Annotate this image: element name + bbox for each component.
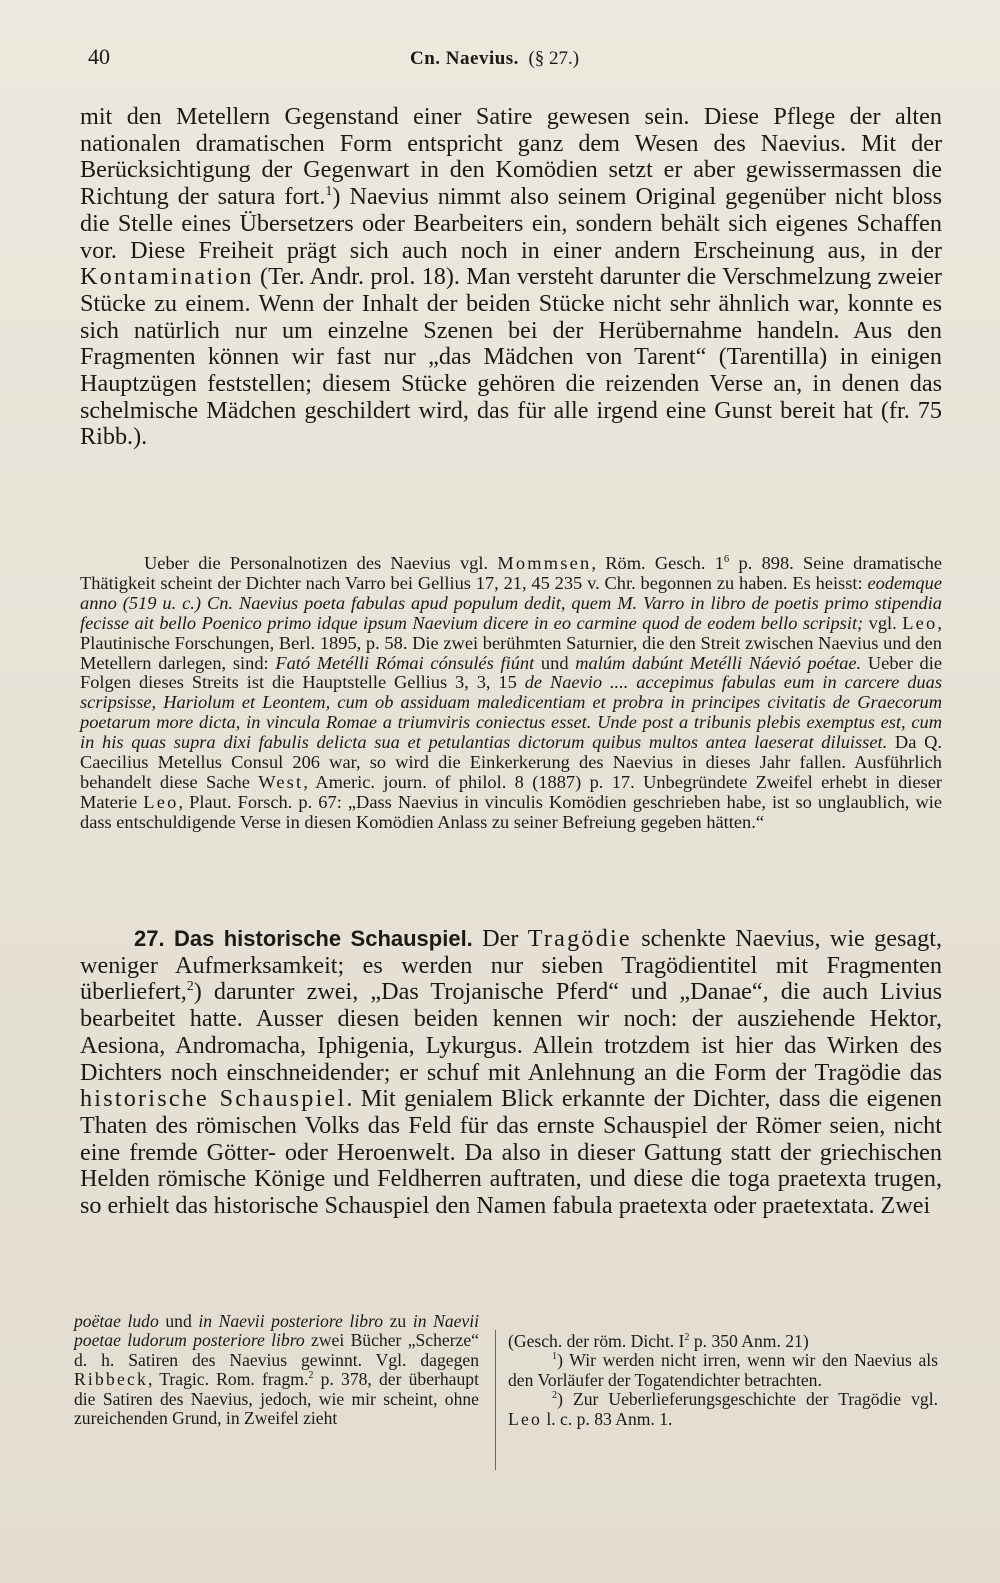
footnote-left-column [74, 1312, 479, 1428]
running-head-name: Cn. Naevius. [410, 48, 519, 69]
spaced-term: Kontamination [80, 263, 254, 291]
text-run: Ueber die Folgen dieses Streits ist die Hauptstelle Gellius 3, 3, 15 [80, 652, 943, 693]
footnote-continuation [508, 1332, 938, 1351]
text-run: ) Zur Ueberlieferungsgeschichte der Tragödie vgl. [557, 1389, 938, 1410]
edition-sup: 6 [723, 552, 730, 565]
text-run: und [534, 652, 576, 673]
latin-quote: Fató Metélli Római cónsulés fiúnt [275, 652, 535, 673]
author-name: Ribbeck [74, 1369, 149, 1390]
footnote-marker: 1 [552, 1351, 558, 1363]
text-run: . Mit genialem Blick erkannte der Dichter, dass die eigenen Thaten des römischen Volks das Feld für das ernste Schauspiel der Römer seien, nicht eine fremde Götter- oder Heroenwelt. Da also in dieser Gattung statt der griechischen Helden römische Könige und Feldherren auftraten, und diese die toga praetexta trugen, so erhielt das historische Schauspiel den Namen fabula praetexta oder praetextata. Zwei [80, 1085, 942, 1220]
footnote-right-column [508, 1332, 938, 1429]
text-run: , Tragic. Rom. fragm. [148, 1369, 309, 1390]
footnote-block [80, 554, 942, 833]
footnote-continuation [74, 1312, 479, 1428]
text-run: p. 350 Anm. 21) [689, 1331, 809, 1351]
section-heading: Das historische Schauspiel. [173, 926, 473, 951]
text-run: Da Q. Caecilius Metellus Consul 206 war, so wird die Einkerkerung des Naevius in dieses Jahr fallen. Ausführlich behandelt diese Sache [80, 732, 942, 792]
latin-phrase: poëtae ludo [74, 1311, 159, 1331]
text-run: p. 378, der überhaupt die Satiren des Naevius, jedoch, wie mir scheint, ohne zureichenden Grund, in Zweifel zieht [74, 1369, 479, 1429]
text-run: Ueber die Personalnotizen des Naevius vgl. [144, 553, 498, 573]
footnote-2 [508, 1390, 938, 1429]
main-paragraph [80, 104, 942, 451]
edition-sup: 2 [308, 1370, 314, 1382]
text-run: zu [383, 1311, 413, 1331]
text-run: p. 898. Seine dramatische Thätigkeit scheint der Dichter nach Varro bei Gellius 17, 21, 45 235 v. Chr. begonnen zu haben. Es heisst: [80, 553, 942, 593]
text-run: , Plautinische Forschungen, Berl. 1895, p. 58. Die zwei berühmten Saturnier, die den Streit zwischen Naevius und den Metellern darlegen, sind: [80, 612, 943, 673]
spaced-term: historische Schauspiel [80, 1085, 347, 1113]
text-run: , Americ. journ. of philol. 8 (1887) p. 17. Unbegründete Zweifel erhebt in dieser Materie [80, 771, 942, 812]
latin-quote: eodemque anno (519 u. c.) Cn. Naevius poeta fabulas apud populum dedit, quem M. Varro in libro de poetis primo stipendia fecisse ait bello Poenico primo idque ipsum Naevium dicere in eo carmine quod de eodem bello scripsit; [80, 572, 942, 633]
text-run: schenkte Naevius, wie gesagt, weniger Aufmerksamkeit; es werden nur sieben Tragödientitel mit Fragmenten überliefert, [80, 925, 942, 1006]
section-number: 27. [134, 926, 165, 951]
text-run: vgl. [863, 612, 903, 633]
spaced-term: Tragödie [527, 925, 632, 952]
text-run: ) Wir werden nicht irren, wenn wir den Naevius als den Vorläufer der Togatendichter betrachten. [508, 1350, 938, 1390]
page-header [88, 42, 938, 72]
footnote-text [80, 554, 942, 833]
footnote-1 [508, 1351, 938, 1390]
text-run: (Ter. Andr. prol. 18). Man versteht darunter die Verschmelzung zweier Stücke zu einem. Wenn der Inhalt der beiden Stücke nicht sehr ähnlich war, konnte es sich natürlich nur um einzelne Szenen bei der Herübernahme handeln. Aus den Fragmenten können wir fast nur „das Mädchen von Tarent“ (Tarentilla) in einigen Hauptzügen feststellen; diesem Stücke gehören die reizenden Verse an, in denen das schelmische Mädchen geschildert wird, das für alle irgend eine Gunst bereit hat (fr. 75 Ribb.). [80, 263, 942, 451]
author-name: West [258, 771, 304, 792]
latin-quote: de Naevio .... accepimus fabulas eum in carcere duas scripsisse, Hariolum et Leontem, cum ob assiduam maledicentiam et probra in principes civitatis de Graecorum poetarum more dicta, in vincula Romae a triumviris coniectus esset. Unde post a tribunis plebis exemptus est, cum in his quas supra dixi fabulis delicta sua et petulantias dictorum quibus multos antea laeserat diluisset. [80, 672, 942, 753]
page-number: 40 [88, 44, 110, 69]
author-name: Leo [508, 1408, 542, 1429]
latin-phrase: in Naevii poetae ludorum posteriore libro [74, 1311, 480, 1351]
text-run: und [158, 1311, 199, 1331]
footnote-marker: 2 [552, 1390, 558, 1402]
running-head [410, 48, 579, 70]
section-27 [80, 926, 942, 1220]
footnote-ref: 1 [325, 183, 333, 200]
edition-sup: 2 [684, 1332, 690, 1344]
text-run: (Gesch. der röm. Dicht. I [508, 1331, 685, 1351]
text-run: mit den Metellern Gegenstand einer Satire gewesen sein. Diese Pflege der alten nationalen dramatischen Form entspricht ganz dem Wesen des Naevius. Mit der Berücksichtigung der Gegenwart in den Komödien setzt er aber gewissermassen die Richtung der satura fort. [80, 103, 942, 211]
column-divider [495, 1330, 496, 1470]
text-run: , Plaut. Forsch. p. 67: „Dass Naevius in vinculis Komödien geschrieben habe, ist so unglaublich, wie dass entschuldigende Verse in diesen Komödien Anlass zu seiner Befreiung gegeben hätten.“ [80, 791, 943, 832]
text-run: ) darunter zwei, „Das Trojanische Pferd“ und „Danae“, die auch Livius bearbeitet hatte. Ausser diesen beiden kennen wir noch: der ausziehende Hektor, Aesiona, Andromacha, Iphigenia, Lykurgus. Allein trotzdem ist hier das Wirken des Dichters noch einschneidender; er schuf mit Anlehnung an die Form der Tragödie das [80, 978, 942, 1086]
footnote-ref: 2 [186, 978, 194, 995]
author-name: Leo [143, 791, 179, 812]
text-run: Der [472, 925, 528, 952]
text-run: , Röm. Gesch. 1 [591, 553, 724, 573]
text-run: zwei Bücher „Scherze“ d. h. Satiren des Naevius gewinnt. Vgl. dagegen [74, 1330, 479, 1370]
author-name: Mommsen [497, 553, 592, 573]
text-run: l. c. p. 83 Anm. 1. [541, 1408, 673, 1429]
latin-quote: malúm dabúnt Metélli Náevió poétae. [575, 652, 862, 673]
latin-phrase: in Naevii posteriore libro [198, 1311, 384, 1331]
running-head-section: (§ 27.) [528, 48, 580, 69]
text-run: ) Naevius nimmt also seinem Original gegenüber nicht bloss die Stelle eines Übersetzers oder Bearbeiters ein, sondern behält sich eigenes Schaffen vor. Diese Freiheit prägt sich auch noch in einer andern Erscheinung aus, in der [80, 183, 942, 264]
author-name: Leo [902, 612, 938, 633]
section-paragraph [80, 926, 942, 1220]
paragraph-kontamination [80, 104, 942, 451]
